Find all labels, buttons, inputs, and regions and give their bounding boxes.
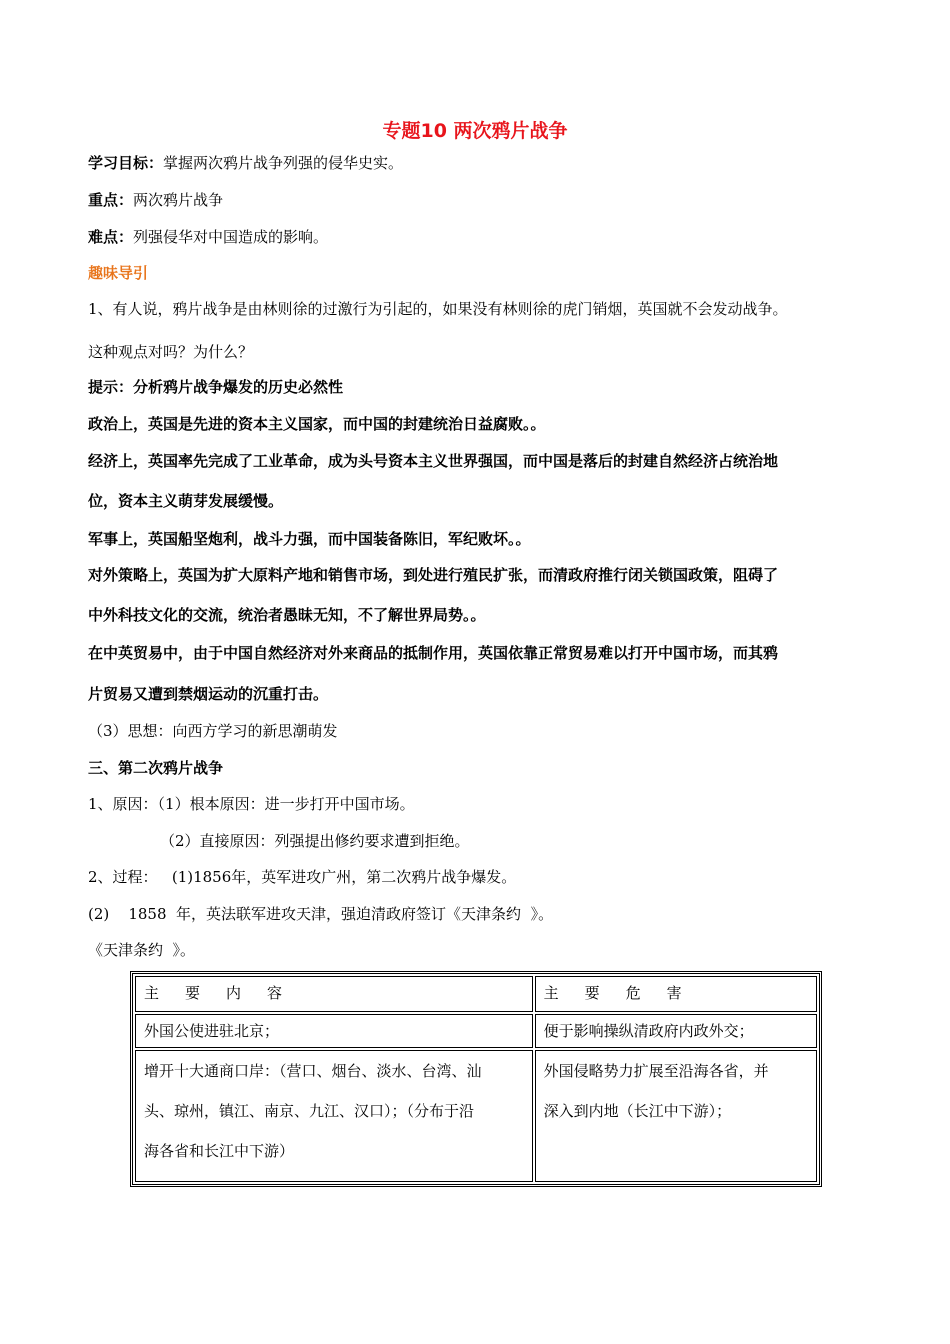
cause-line-2: （2）直接原因：列强提出修约要求遭到拒绝。: [160, 832, 470, 850]
process-line-2: (2) 1858 年，英法联军进攻天津，强迫清政府签订《天津条约 》。: [88, 905, 554, 923]
key-point-line: [88, 190, 223, 210]
hint-politics: 政治上，英国是先进的资本主义国家，而中国的封建统治日益腐败。。: [88, 415, 546, 433]
difficulty-text: 列强侵华对中国造成的影响。: [133, 228, 329, 246]
thought-line: （3）思想：向西方学习的新思潮萌发: [88, 722, 338, 740]
hint-trade-2: 片贸易又遭到禁烟运动的沉重打击。: [88, 685, 329, 703]
table-cell-harm: 外国侵略势力扩展至沿海各省，并 深入到内地（长江中下游）；: [535, 1050, 817, 1182]
hint-economy-1: 经济上，英国率先完成了工业革命，成为头号资本主义世界强国，而中国是落后的封建自然经济占统治地: [88, 452, 779, 470]
section-3-heading: 三、第二次鸦片战争: [88, 759, 224, 777]
difficulty-label: 难点：: [88, 228, 134, 246]
hint-heading: 提示：分析鸦片战争爆发的历史必然性: [88, 378, 344, 396]
table-header-row: [135, 976, 817, 1012]
question-line-1: 1、有人说，鸦片战争是由林则徐的过激行为引起的，如果没有林则徐的虎门销烟，英国就不会发动战争。: [88, 300, 788, 318]
hint-economy-2: 位，资本主义萌芽发展缓慢。: [88, 492, 284, 510]
table-cell-content: 增开十大通商口岸：（营口、烟台、淡水、台湾、汕 头、琼州，镇江、南京、九江、汉口）；（分布于沿 海各省和长江中下游）: [135, 1050, 533, 1182]
cause-line-1: 1、原因：（1）根本原因：进一步打开中国市场。: [88, 795, 415, 813]
treaty-table: [130, 971, 822, 1187]
objective-text: 掌握两次鸦片战争列强的侵华史实。: [163, 154, 404, 172]
table-row: [135, 1014, 817, 1048]
table-cell-content: 外国公使进驻北京；: [135, 1014, 533, 1048]
header-main-content: 主 要 内 容: [135, 976, 533, 1012]
key-point-text: 两次鸦片战争: [133, 191, 224, 209]
question-line-2: 这种观点对吗？为什么？: [88, 343, 254, 361]
objective-label: 学习目标：: [88, 154, 164, 172]
process-line-1: 2、过程： (1)1856年，英军进攻广州，第二次鸦片战争爆发。: [88, 868, 517, 886]
header-main-harm: 主 要 危 害: [535, 976, 817, 1012]
difficulty-line: [88, 227, 328, 247]
hint-military: 军事上，英国船坚炮利，战斗力强，而中国装备陈旧，军纪败坏。。: [88, 530, 531, 548]
key-point-label: 重点：: [88, 191, 134, 209]
table-cell-harm: 便于影响操纵清政府内政外交；: [535, 1014, 817, 1048]
hint-foreign-1: 对外策略上，英国为扩大原料产地和销售市场，到处进行殖民扩张，而清政府推行闭关锁国政策，阻碍了: [88, 566, 779, 584]
table-row: [135, 1050, 817, 1182]
intro-heading: 趣味导引: [88, 264, 149, 282]
objective-line: [88, 153, 403, 173]
hint-trade-1: 在中英贸易中，由于中国自然经济对外来商品的抵制作用，英国依靠正常贸易难以打开中国市场，而其鸦: [88, 644, 779, 662]
treaty-label: 《天津条约 》。: [88, 941, 196, 959]
hint-foreign-2: 中外科技文化的交流，统治者愚昧无知，不了解世界局势。。: [88, 606, 486, 624]
page-title: 专题10 两次鸦片战争: [382, 120, 568, 142]
